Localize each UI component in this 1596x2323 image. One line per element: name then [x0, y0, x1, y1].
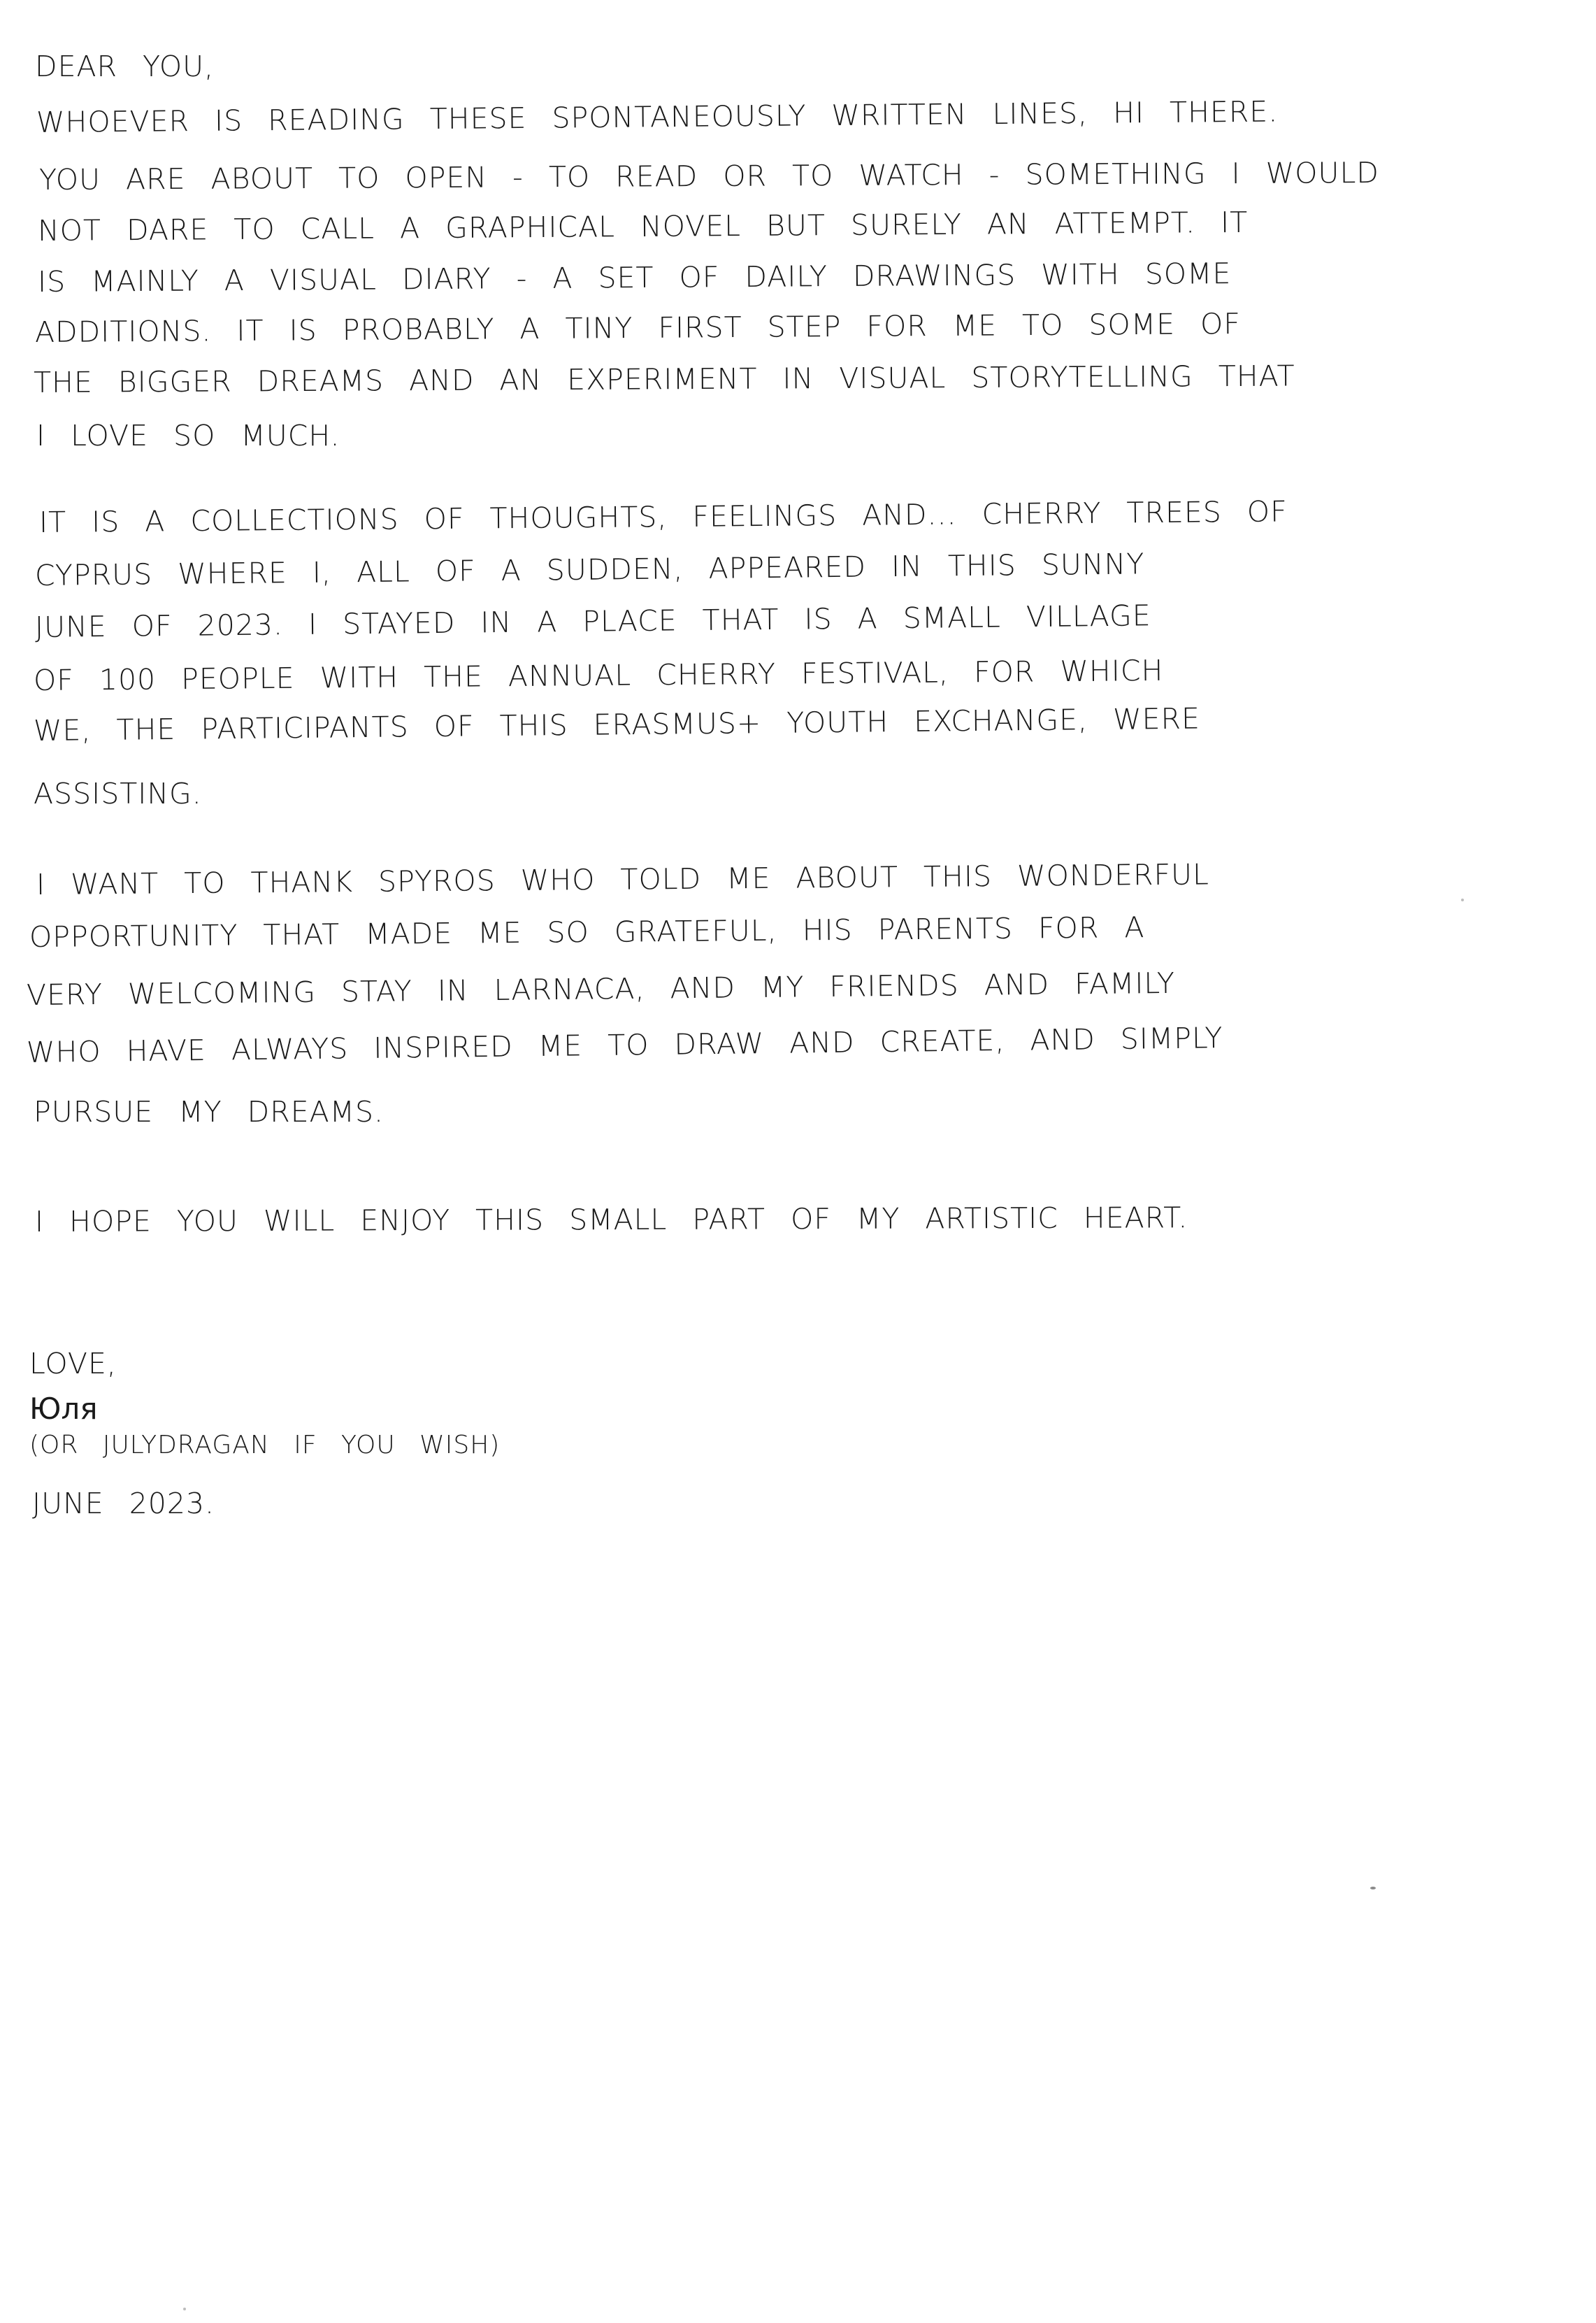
letter-line: I LOVE SO MUCH.	[36, 419, 340, 452]
letter-line: THE BIGGER DREAMS AND AN EXPERIMENT IN VISUAL STORYTELLING THAT	[33, 359, 1295, 399]
letter-line: ADDITIONS. IT IS PROBABLY A TINY FIRST STEP FOR ME TO SOME OF	[34, 306, 1242, 349]
letter-line: OPPORTUNITY THAT MADE ME SO GRATEFUL, HIS PARENTS FOR A	[29, 910, 1145, 954]
letter-line: PURSUE MY DREAMS.	[34, 1095, 384, 1129]
letter-line: NOT DARE TO CALL A GRAPHICAL NOVEL BUT SURELY AN ATTEMPT. IT	[37, 205, 1249, 248]
scan-speck	[1461, 899, 1464, 901]
letter-line: IT IS A COLLECTIONS OF THOUGHTS, FEELINGS AND... CHERRY TREES OF	[38, 494, 1288, 539]
scan-speck	[183, 2308, 186, 2310]
letter-line: I WANT TO THANK SPYROS WHO TOLD ME ABOUT THIS WONDERFUL	[36, 857, 1210, 901]
letter-line: WE, THE PARTICIPANTS OF THIS ERASMUS+ YOUTH EXCHANGE, WERE	[33, 701, 1201, 748]
signature: Юля	[29, 1392, 98, 1426]
letter-line: ASSISTING.	[34, 777, 202, 810]
closing: LOVE,	[29, 1347, 117, 1380]
scan-speck	[1370, 1887, 1376, 1889]
letter-line: YOU ARE ABOUT TO OPEN - TO READ OR TO WATCH - SOMETHING I WOULD	[38, 155, 1380, 196]
letter-line: JUNE OF 2023. I STAYED IN A PLACE THAT IS A SMALL VILLAGE	[34, 599, 1151, 644]
letter-line: WHO HAVE ALWAYS INSPIRED ME TO DRAW AND CREATE, AND SIMPLY	[26, 1021, 1223, 1069]
letter-line: WHOEVER IS READING THESE SPONTANEOUSLY WRITTEN LINES, HI THERE.	[36, 94, 1279, 139]
letter-line: OF 100 PEOPLE WITH THE ANNUAL CHERRY FESTIVAL, FOR WHICH	[33, 653, 1164, 697]
signature-alias: (OR JULYDRAGAN IF YOU WISH)	[29, 1431, 501, 1459]
letter-line: CYPRUS WHERE I, ALL OF A SUDDEN, APPEARED IN THIS SUNNY	[34, 547, 1145, 592]
letter-line: I HOPE YOU WILL ENJOY THIS SMALL PART OF MY ARTISTIC HEART.	[34, 1201, 1188, 1238]
letter-line: IS MAINLY A VISUAL DIARY - A SET OF DAILY DRAWINGS WITH SOME	[37, 257, 1232, 299]
letter-line: VERY WELCOMING STAY IN LARNACA, AND MY FRIENDS AND FAMILY	[26, 966, 1176, 1012]
letter-date: JUNE 2023.	[32, 1487, 215, 1520]
greeting: DEAR YOU,	[35, 50, 215, 83]
